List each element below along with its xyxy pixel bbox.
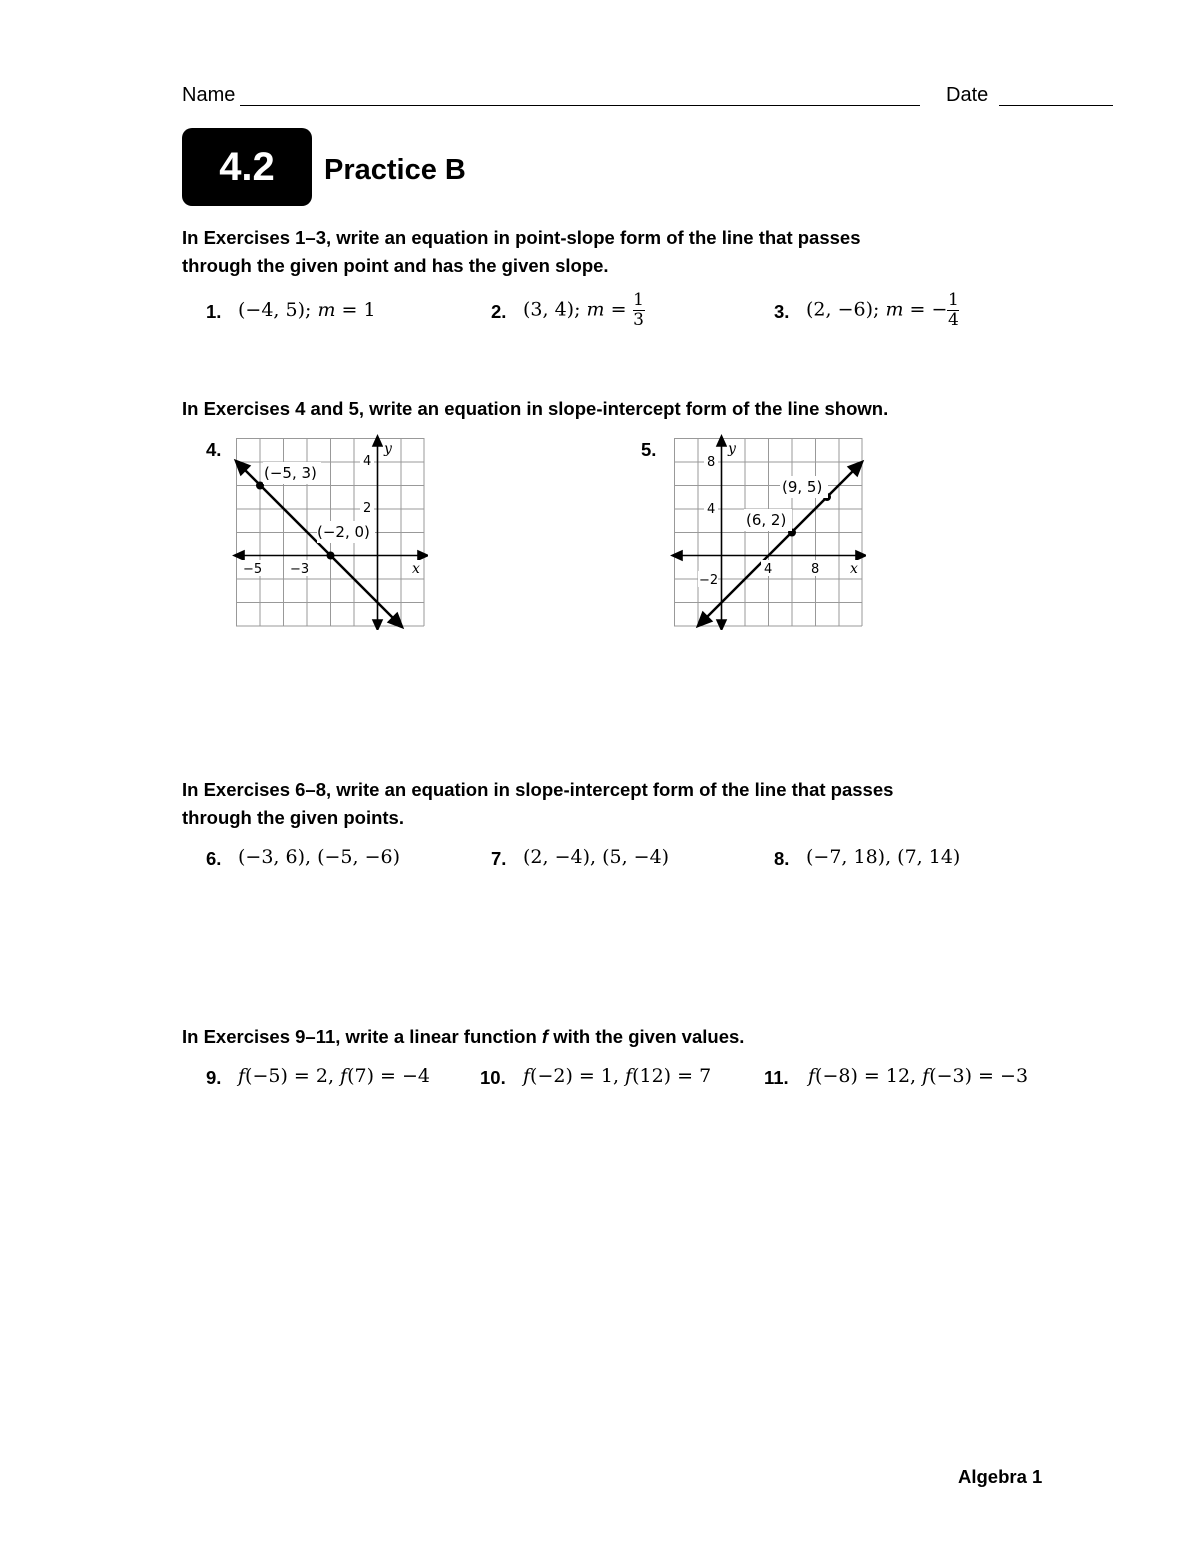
point-label: (6, 2) [746, 511, 787, 529]
instruction-line: through the given point and has the given slope. [182, 255, 609, 276]
section1-instruction [182, 224, 982, 280]
lesson-number-badge [182, 128, 312, 206]
footer-course-name: Algebra 1 [958, 1466, 1043, 1487]
section2-instruction: In Exercises 4 and 5, write an equation in slope-intercept form of the line shown. [182, 398, 889, 419]
page-title: Practice B [324, 154, 466, 186]
x-tick-label: −5 [243, 562, 263, 577]
exercise-number: 5. [641, 439, 657, 460]
exercise-number: 10. [480, 1067, 506, 1088]
section3-instruction [182, 776, 982, 832]
x-tick-label: −3 [290, 562, 310, 577]
exercise-3-expression: (2, −6); m = − $\frac{1}{4}$ [806, 290, 959, 330]
exercise-8-expression: (−7, 18), (7, 14) [806, 846, 961, 868]
name-label: Name [182, 84, 236, 106]
y-tick-label: 4 [363, 454, 372, 469]
section4-instruction: In Exercises 9–11, write a linear function f with the given values. [182, 1026, 745, 1047]
exercise-number: 2. [491, 301, 507, 322]
instruction-line: through the given points. [182, 807, 404, 828]
y-axis-label: y [728, 441, 736, 457]
point-label: (−2, 0) [317, 523, 370, 541]
exercise-number: 9. [206, 1067, 222, 1088]
exercise-number: 6. [206, 848, 222, 869]
graph-exercise-5 [670, 434, 866, 630]
grid [674, 438, 862, 626]
exercise-7-expression: (2, −4), (5, −4) [523, 846, 670, 868]
instruction-line: In Exercises 6–8, write an equation in slope-intercept form of the line that passes [182, 779, 894, 800]
x-axis-label: x [412, 561, 420, 577]
exercise-6-expression: (−3, 6), (−5, −6) [238, 846, 401, 868]
x-axis-label: x [850, 561, 858, 577]
instruction-line: In Exercises 1–3, write an equation in point-slope form of the line that passes [182, 227, 861, 248]
exercise-number: 7. [491, 848, 507, 869]
date-field[interactable] [999, 105, 1113, 106]
exercise-number: 8. [774, 848, 790, 869]
point-label: (9, 5) [782, 478, 823, 496]
name-date-header [182, 84, 1114, 110]
point-label: (−5, 3) [264, 464, 317, 482]
name-field[interactable] [240, 105, 920, 106]
exercise-2-expression: (3, 4); m = $\frac{1}{3}$ [523, 290, 644, 330]
fraction: $\frac{1}{3}$ [633, 290, 644, 330]
lesson-number: 4.2 [219, 144, 275, 189]
exercise-9-expression: f(−5) = 2, f(7) = −4 [238, 1065, 431, 1087]
exercise-number: 1. [206, 301, 222, 322]
fraction: $\frac{1}{4}$ [947, 290, 959, 330]
graph-exercise-4 [232, 434, 428, 630]
exercise-1-expression: (−4, 5); m = 1 [238, 299, 376, 321]
exercise-number: 4. [206, 439, 222, 460]
y-tick-label: −2 [699, 573, 719, 588]
y-tick-label: 2 [363, 501, 372, 516]
y-tick-label: 8 [707, 455, 716, 470]
x-tick-label: 4 [764, 562, 773, 577]
exercise-number: 3. [774, 301, 790, 322]
exercise-10-expression: f(−2) = 1, f(12) = 7 [523, 1065, 712, 1087]
date-label: Date [946, 84, 989, 106]
exercise-number: 11. [764, 1067, 789, 1088]
y-axis-label: y [384, 441, 392, 457]
x-tick-label: 8 [811, 562, 820, 577]
point-marker [256, 482, 264, 490]
y-tick-label: 4 [707, 502, 716, 517]
exercise-11-expression: f(−8) = 12, f(−3) = −3 [808, 1065, 1029, 1087]
point-marker [327, 552, 335, 560]
